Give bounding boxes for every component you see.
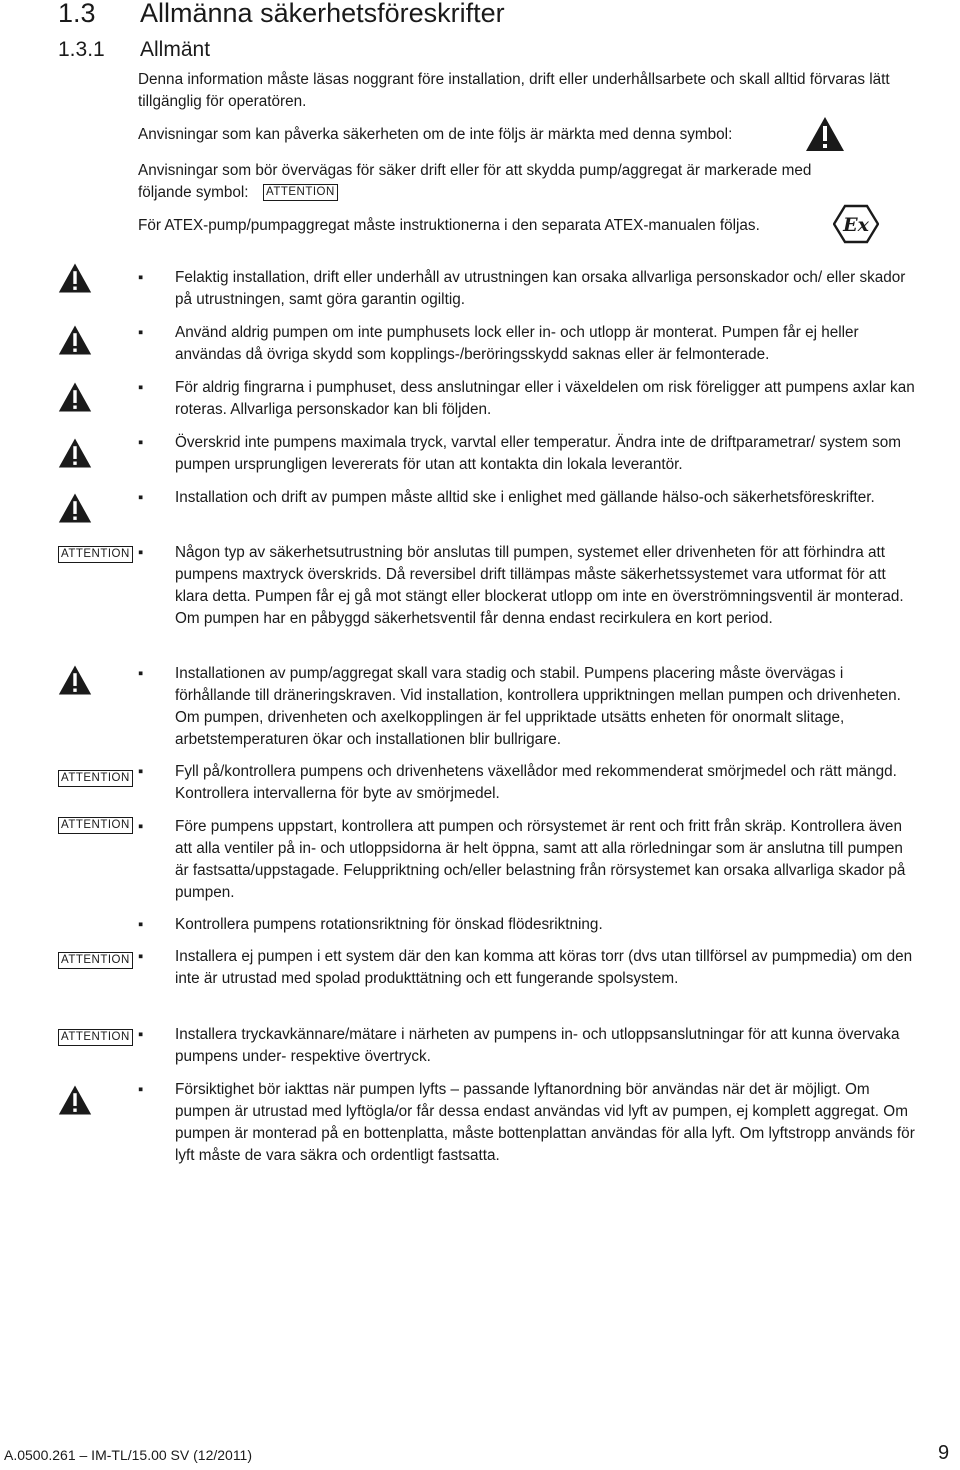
warning-icon (805, 116, 845, 152)
intro-paragraph-4: För ATEX-pump/pumpaggregat måste instruktionerna i den separata ATEX-manualen följas. (138, 217, 760, 234)
list-item: Installera ej pumpen i ett system där den kan komma att köras torr (dvs utan tillförsel av pumpmedia) om den inte är utrustad med spolad produkttätning och ett fungerande spolsystem. (175, 948, 913, 987)
bullet-marker: ▪ (138, 1026, 144, 1043)
bullet-marker: ▪ (138, 948, 144, 965)
page-number: 9 (938, 1442, 950, 1464)
list-item: Installationen av pump/aggregat skall vara stadig och stabil. Pumpens placering måste övervägas i förhållande till dräneringskraven. Vid installation, kontrollera uppriktningen mellan pumpen och drivenheten. Om pumpen, drivenheten och axelkopplingen är fel uppriktade utsätts enheten för onormalt slitage, arbetstemperaturen ökar och installationen blir bullrigare. (175, 665, 901, 748)
section-heading (58, 0, 505, 29)
bullet-marker: ▪ (138, 665, 144, 682)
warning-icon (58, 1084, 92, 1116)
warning-icon (58, 437, 92, 469)
atex-ex-icon (833, 204, 879, 244)
list-item: Fyll på/kontrollera pumpens och drivenhetens växellådor med rekommenderat smörjmedel och rätt mängd. Kontrollera intervallerna för byte av smörjmedel. (175, 763, 897, 802)
list-item: Någon typ av säkerhetsutrustning bör anslutas till pumpen, systemet eller drivenheten för att förhindra att pumpens maxtryck överskrids. Då reversibel drift tillämpas måste säkerhetssystemet vara utformat för att klara detta. Pumpen får ej gå mot stängt eller blockerat utlopp om inte en överströmningsventil är monterad. Om pumpen har en påbyggd säkerhetsventil får denna endast recirkulera en kort period. (175, 544, 904, 627)
list-item: Installera tryckavkännare/mätare i närheten av pumpens in- och utloppsanslutningar för att kunna övervaka pumpens under- respektive övertryck. (175, 1026, 900, 1065)
attention-symbol: ATTENTION (263, 184, 338, 201)
attention-symbol: ATTENTION (58, 770, 133, 787)
list-item: Använd aldrig pumpen om inte pumphusets lock eller in- och utlopp är monterat. Pumpen får ej heller användas då övriga skydd som kopplings-/beröringsskydd saknas eller är felmonterade. (175, 324, 859, 363)
bullet-marker: ▪ (138, 269, 144, 286)
attention-symbol: ATTENTION (58, 952, 133, 969)
bullet-marker: ▪ (138, 818, 144, 835)
subsection-title: Allmänt (140, 38, 211, 61)
subsection-number: 1.3.1 (58, 38, 105, 61)
document-reference: A.0500.261 – IM-TL/15.00 SV (12/2011) (4, 1447, 253, 1463)
bullet-marker: ▪ (138, 1081, 144, 1098)
intro-paragraph-1: Denna information måste läsas noggrant före installation, drift eller underhållsarbete och skall alltid förvaras lätt tillgänglig för operatören. (138, 71, 890, 110)
bullet-marker: ▪ (138, 434, 144, 451)
list-item: För aldrig fingrarna i pumphuset, dess anslutningar eller i växeldelen om risk föreligger att pumpens axlar kan roteras. Allvarliga personskador kan bli följden. (175, 379, 915, 418)
section-number: 1.3 (58, 0, 96, 28)
list-item: Före pumpens uppstart, kontrollera att pumpen och rörsystemet är rent och fritt från skräp. Kontrollera även att alla ventiler på in- och utloppsidorna är helt öppna, samt att alla rörledningar som är anslutna till pumpen är fastsatta/uppstagade. Feluppriktning och/eller belastning från rörsystemet kan orsaka allvarliga skador på pumpen. (175, 818, 906, 901)
warning-icon (58, 262, 92, 294)
section-title: Allmänna säkerhetsföreskrifter (140, 0, 505, 28)
warning-icon (58, 664, 92, 696)
attention-symbol: ATTENTION (58, 1029, 133, 1046)
warning-icon (58, 381, 92, 413)
intro-paragraph-3: Anvisningar som bör övervägas för säker drift eller för att skydda pump/aggregat är markerade med (138, 162, 812, 179)
attention-symbol: ATTENTION (58, 817, 133, 834)
list-item: Felaktig installation, drift eller underhåll av utrustningen kan orsaka allvarliga personskador och/ eller skador på utrustningen, samt göra garantin ogiltig. (175, 269, 906, 308)
bullet-marker: ▪ (138, 916, 144, 933)
list-item: Installation och drift av pumpen måste alltid ske i enlighet med gällande hälso-och säkerhetsföreskrifter. (175, 489, 875, 506)
attention-symbol: ATTENTION (58, 546, 133, 563)
bullet-marker: ▪ (138, 544, 144, 561)
warning-icon (58, 324, 92, 356)
ex-label: Ex (843, 214, 869, 236)
intro-paragraph-2: Anvisningar som kan påverka säkerheten om de inte följs är märkta med denna symbol: (138, 126, 733, 143)
list-item: Kontrollera pumpens rotationsriktning för önskad flödesriktning. (175, 916, 603, 933)
bullet-marker: ▪ (138, 763, 144, 780)
bullet-marker: ▪ (138, 324, 144, 341)
list-item: Överskrid inte pumpens maximala tryck, varvtal eller temperatur. Ändra inte de driftparametrar/ system som pumpen ursprungligen levererats för utan att kontakta din lokala leverantör. (175, 434, 902, 473)
bullet-marker: ▪ (138, 379, 144, 396)
bullet-marker: ▪ (138, 489, 144, 506)
list-item: Försiktighet bör iakttas när pumpen lyfts – passande lyftanordning bör användas när det är möjligt. Om pumpen är utrustad med lyftögla/or får dessa endast användas vid lyft av pumpen, ej komplett aggregat. Om pumpen är monterad på en bottenplatta, måste bottenplattan användas för alla lyft. Om lyftstropp används för lyft måste de vara säkra och ordentligt fastsatta. (175, 1081, 915, 1164)
intro-paragraph-3-cont: följande symbol: (138, 184, 249, 201)
warning-icon (58, 492, 92, 524)
subsection-heading (58, 38, 210, 62)
